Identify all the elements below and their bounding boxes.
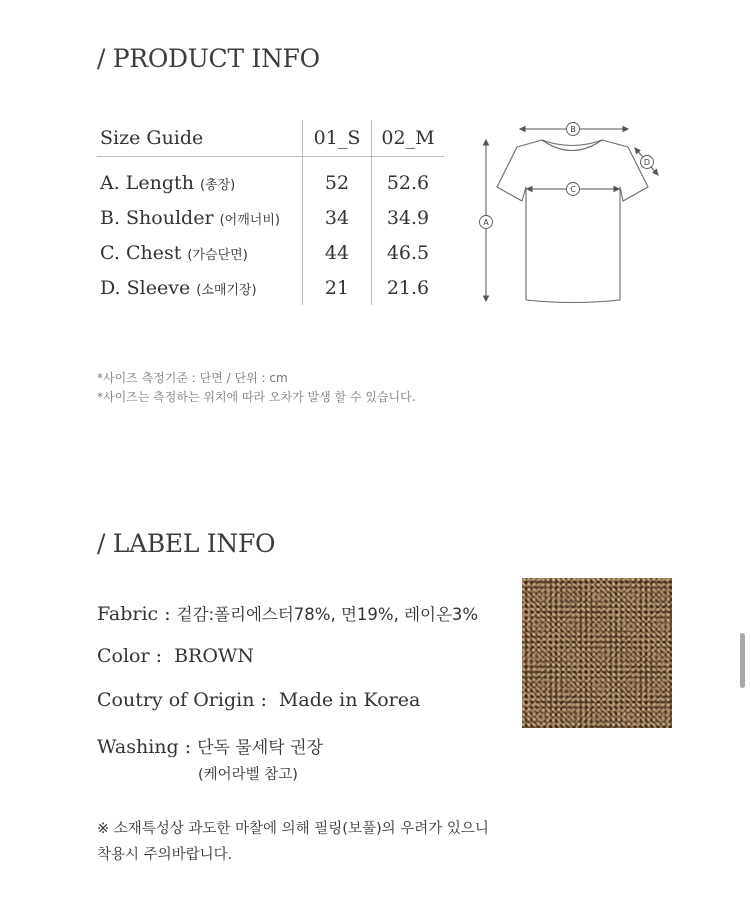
washing-row xyxy=(97,733,323,758)
row-value-m: 46.5 xyxy=(372,235,445,270)
fabric-swatch xyxy=(522,578,672,728)
row-label-ko: (가슴단면) xyxy=(187,247,248,263)
row-label: C. Chest xyxy=(100,241,182,264)
marker-a: A xyxy=(483,218,489,227)
pilling-warning: ※ 소재특성상 과도한 마찰에 의해 필링(보풀)의 우려가 있으니 xyxy=(97,821,489,837)
tshirt-outline-icon xyxy=(497,140,651,303)
fabric-row xyxy=(97,601,478,625)
size-table-header xyxy=(97,120,444,157)
row-label: B. Shoulder xyxy=(100,206,214,229)
washing-sub: (케어라벨 참고) xyxy=(198,767,298,783)
row-value-s: 34 xyxy=(303,200,372,235)
table-row xyxy=(97,270,444,305)
marker-b: B xyxy=(570,125,576,134)
row-value-s: 44 xyxy=(303,235,372,270)
row-value-s: 21 xyxy=(303,270,372,305)
fabric-value: 겉감:폴리에스터78%, 면19%, 레이온3% xyxy=(176,605,479,624)
row-label: D. Sleeve xyxy=(100,276,191,299)
label-info-title: / LABEL INFO xyxy=(97,529,276,558)
washing-value: 단독 물세탁 권장 xyxy=(197,738,323,758)
table-row xyxy=(97,235,444,270)
row-label-ko: (총장) xyxy=(199,177,236,193)
origin-value: Made in Korea xyxy=(278,689,421,711)
pilling-warning: 착용시 주의바랍니다. xyxy=(97,847,233,863)
origin-label: Coutry of Origin : xyxy=(97,689,267,711)
table-row xyxy=(97,157,444,201)
marker-c: C xyxy=(570,185,576,194)
row-value-m: 34.9 xyxy=(372,200,445,235)
color-label: Color : xyxy=(97,645,163,667)
row-value-s: 52 xyxy=(303,157,372,201)
table-row xyxy=(97,200,444,235)
row-value-m: 52.6 xyxy=(372,157,445,201)
size-s-header: 01_S xyxy=(303,120,372,157)
row-value-m: 21.6 xyxy=(372,270,445,305)
measurement-note: *사이즈는 측정하는 위치에 따라 오차가 발생 할 수 있습니다. xyxy=(97,390,416,404)
size-guide-table xyxy=(97,120,444,305)
marker-d: D xyxy=(643,158,651,167)
row-label-ko: (어깨너비) xyxy=(219,212,280,228)
row-label: A. Length xyxy=(100,171,194,194)
row-label-ko: (소매기장) xyxy=(196,282,257,298)
product-info-title: / PRODUCT INFO xyxy=(97,44,320,73)
fabric-label: Fabric : xyxy=(97,603,171,625)
color-value: BROWN xyxy=(174,645,255,667)
size-guide-header: Size Guide xyxy=(97,120,303,157)
size-m-header: 02_M xyxy=(372,120,445,157)
origin-row xyxy=(97,689,420,711)
scrollbar[interactable] xyxy=(740,633,745,688)
tshirt-diagram xyxy=(470,115,670,310)
washing-label: Washing : xyxy=(97,736,192,758)
color-row xyxy=(97,645,254,667)
measurement-note: *사이즈 측정기준 : 단면 / 단위 : cm xyxy=(97,371,288,385)
